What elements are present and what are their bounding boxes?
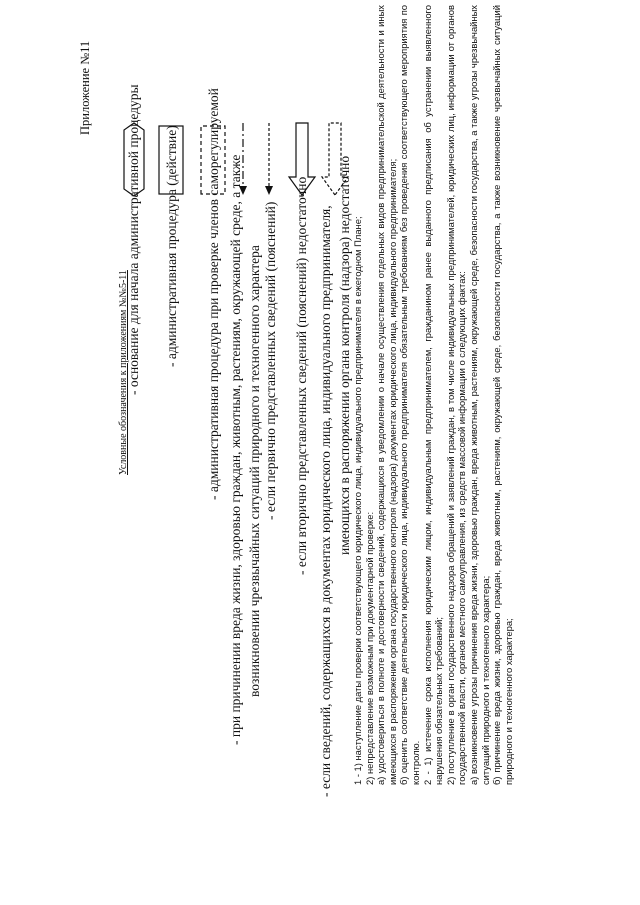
notes-block xyxy=(352,5,514,785)
legend-text-procedure: - административная процедура (действие) xyxy=(164,125,179,367)
legend-text-first: - если первично представленных сведений (пояснений) xyxy=(263,201,278,520)
note-item: б) оценить соответствие деятельности юридического лица, индивидуального предпринимателя обязательным требованиям без проведения соответствующего мероприятия по контролю. xyxy=(398,5,421,785)
legend-text-sro: - административная процедура при проверке членов саморегулируемой xyxy=(206,88,221,500)
legend-text-docs: - если сведений, содержащихся в документах юридического лица, индивидуального предпринимателя, xyxy=(318,205,333,797)
note-item: а) удостовериться в полноте и достоверности сведений, содержащихся в уведомлении о начале осуществления отдельных видов предпринимательской деятельности и иных имеющихся в распоряжении органа государственного контроля (надзора) документах юридического лица, индивидуального предпринимателя; xyxy=(375,5,398,785)
legend-heading: Условные обозначения к приложениям №№5-11 xyxy=(118,270,129,475)
dashed-arrow-icon xyxy=(262,121,276,197)
legend-text-start: - основание для начала административной процедуры xyxy=(126,84,141,395)
legend-text-second: - если вторично представленных сведений (пояснений) недостаточно xyxy=(294,176,309,575)
note-item: а) возникновение угрозы причинения вреда жизни, здоровью граждан, вреда животным, растениям, окружающей среде, безопасности государства, а также угрозы чрезвычайных ситуаций природного и техногенного характера; xyxy=(467,5,491,785)
note-item: 1 - 1) наступление даты проверки соответствующего юридического лица, индивидуального предпринимателя в ежегодном Плане; xyxy=(352,216,363,785)
note-item: б) причинение вреда жизни, здоровью граждан, вреда животным, растениям, окружающей среде, безопасности государства, а также возникновение чрезвычайных ситуаций природного и техногенного характера; xyxy=(491,5,514,785)
note-item: 2) непредставление возможным при документарной проверке: xyxy=(363,511,375,785)
legend-text-harm-cont: возникновении чрезвычайных ситуаций природного и техногенного характера xyxy=(247,245,262,697)
legend-text-docs-cont: имеющихся в распоряжении органа контроля (надзора) недостаточно xyxy=(337,155,352,555)
appendix-title: Приложение №11 xyxy=(78,40,92,135)
note-item: 2 - 1) истечение срока исполнения юридическим лицом, индивидуальным предпринимателем, гражданином ранее выданного предписания об устранении выявленного нарушения обязательных требований; xyxy=(421,5,445,785)
legend-text-harm: - при причинении вреда жизни, здоровью граждан, животным, растениям, окружающей среде, а также xyxy=(228,154,243,745)
note-item: 2) поступление в орган государственного надзора обращений и заявлений граждан, в том числе индивидуальных предпринимателей, юридических лиц, информации от органов государственной власти, органов местного самоуправления, из средств массовой информации о следующих фактах: xyxy=(444,5,468,785)
